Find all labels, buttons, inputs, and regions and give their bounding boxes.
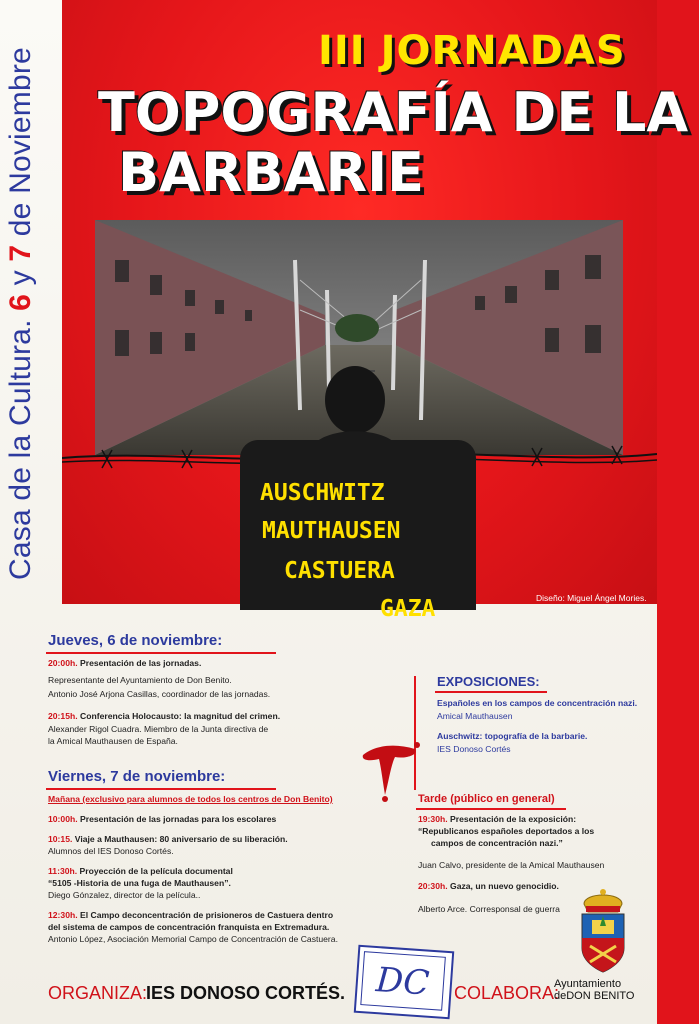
viernes-event4-speaker: Antonio López, Asociación Memorial Campo de Concentración de Castuera. bbox=[48, 934, 338, 944]
viernes-event1 bbox=[48, 814, 276, 825]
tarde-underline bbox=[416, 808, 566, 810]
viernes-heading: Viernes, 7 de noviembre: bbox=[48, 768, 226, 785]
expo1-by: Amical Mauthausen bbox=[437, 711, 513, 721]
viernes-event3 bbox=[48, 866, 233, 877]
tarde-heading: Tarde (público en general) bbox=[418, 793, 555, 805]
blood-splatter bbox=[355, 735, 425, 805]
expo2-title: Auschwitz: topografía de la barbarie. bbox=[437, 731, 588, 741]
jueves-event2-speaker2: la Amical Mauthausen de España. bbox=[48, 736, 178, 746]
main-title-line1: TOPOGRAFÍA DE LA bbox=[98, 81, 689, 144]
tshirt-word-mauthausen: MAUTHAUSEN bbox=[262, 518, 401, 544]
expo1-title: Españoles en los campos de concentración nazi. bbox=[437, 698, 638, 708]
event-time: 20:15h. bbox=[48, 711, 78, 721]
day-7: 7 bbox=[4, 244, 37, 262]
tshirt-word-gaza: GAZA bbox=[380, 596, 436, 622]
tarde-event1-title2: “Republicanos españoles deportados a los bbox=[418, 826, 595, 836]
event-time: 10:00h. bbox=[48, 814, 78, 824]
tshirt-word-auschwitz: AUSCHWITZ bbox=[260, 480, 385, 506]
organiza-label: ORGANIZA: bbox=[48, 983, 148, 1003]
tarde-event2-speaker: Alberto Arce. Corresponsal de guerra bbox=[418, 904, 560, 914]
month-text: de Noviembre bbox=[4, 47, 37, 237]
exposiciones-heading: EXPOSICIONES: bbox=[437, 674, 540, 689]
event-title: El Campo deconcentración de prisioneros de Castuera dentro bbox=[80, 910, 334, 920]
event-time: 20:30h. bbox=[418, 881, 448, 891]
colabora-label: COLABORA: bbox=[454, 983, 560, 1003]
jueves-underline bbox=[46, 652, 276, 654]
tarde-event2 bbox=[418, 881, 559, 892]
jueves-event2-speaker1: Alexander Rigol Cuadra. Miembro de la Junta directiva de bbox=[48, 724, 269, 734]
event-title: Proyección de la película documental bbox=[79, 866, 233, 876]
viernes-event4 bbox=[48, 910, 333, 921]
viernes-event2-speaker: Alumnos del IES Donoso Cortés. bbox=[48, 846, 174, 856]
design-credit: Diseño: Miguel Ángel Mories. bbox=[536, 593, 647, 603]
event-title: Presentación de las jornadas. bbox=[80, 658, 202, 668]
event-title: Gaza, un nuevo genocidio. bbox=[450, 881, 559, 891]
event-title: Conferencia Holocausto: la magnitud del crimen. bbox=[80, 711, 281, 721]
exposiciones-underline bbox=[435, 691, 547, 693]
organiza-name: IES DONOSO CORTÉS. bbox=[146, 983, 346, 1003]
tshirt-word-castuera: CASTUERA bbox=[284, 558, 395, 584]
ies-logo bbox=[354, 945, 455, 1020]
main-title-line2: BARBARIE bbox=[118, 141, 425, 204]
jueves-event1 bbox=[48, 658, 201, 669]
jueves-event1-speaker2: Antonio José Arjona Casillas, coordinador de las jornadas. bbox=[48, 689, 271, 699]
ayuntamiento-logo-text bbox=[554, 978, 635, 1002]
event-time: 12:30h. bbox=[48, 910, 78, 920]
edition-title: III JORNADAS bbox=[318, 28, 626, 74]
manana-note: Mañana (exclusivo para alumnos de todos los centros de Don Benito) bbox=[48, 794, 333, 804]
viernes-underline bbox=[46, 788, 276, 790]
coat-of-arms-icon bbox=[574, 886, 632, 978]
event-title: Presentación de la exposición: bbox=[450, 814, 577, 824]
ies-logo-letters: DC bbox=[374, 960, 431, 1004]
person-head bbox=[300, 360, 410, 450]
event-time: 20:00h. bbox=[48, 658, 78, 668]
ayuntamiento-line2: deDON BENITO bbox=[554, 990, 635, 1002]
tarde-event1-title3: campos de concentración nazi.” bbox=[431, 838, 563, 848]
venue-text: Casa de la Cultura. bbox=[4, 319, 37, 580]
event-time: 11:30h. bbox=[48, 866, 78, 876]
and-text: y bbox=[4, 270, 37, 286]
event-time: 19:30h. bbox=[418, 814, 448, 824]
tarde-event1 bbox=[418, 814, 576, 825]
venue-date-vertical bbox=[4, 47, 38, 580]
viernes-event3-speaker: Diego Gónzalez, director de la película.. bbox=[48, 890, 201, 900]
jueves-heading: Jueves, 6 de noviembre: bbox=[48, 632, 223, 649]
right-red-stripe bbox=[657, 0, 699, 1024]
tarde-event1-speaker: Juan Calvo, presidente de la Amical Mauthausen bbox=[418, 860, 605, 870]
viernes-event2 bbox=[48, 834, 288, 845]
ayuntamiento-line1: Ayuntamiento bbox=[554, 978, 622, 990]
jueves-event2 bbox=[48, 711, 280, 722]
expo2-by: IES Donoso Cortés bbox=[437, 744, 511, 754]
jueves-event1-speaker1: Representante del Ayuntamiento de Don Benito. bbox=[48, 675, 232, 685]
event-time: 10:15. bbox=[48, 834, 73, 844]
event-title: Presentación de las jornadas para los escolares bbox=[80, 814, 277, 824]
viernes-event4-title2: del sistema de campos de concentración franquista en Extremadura. bbox=[48, 922, 330, 932]
ies-logo-border bbox=[360, 951, 446, 1011]
event-title: Viaje a Mauthausen: 80 aniversario de su liberación. bbox=[74, 834, 288, 844]
viernes-event3-title2: “5105 -Historia de una fuga de Mauthausen”. bbox=[48, 878, 231, 888]
day-6: 6 bbox=[4, 293, 37, 311]
